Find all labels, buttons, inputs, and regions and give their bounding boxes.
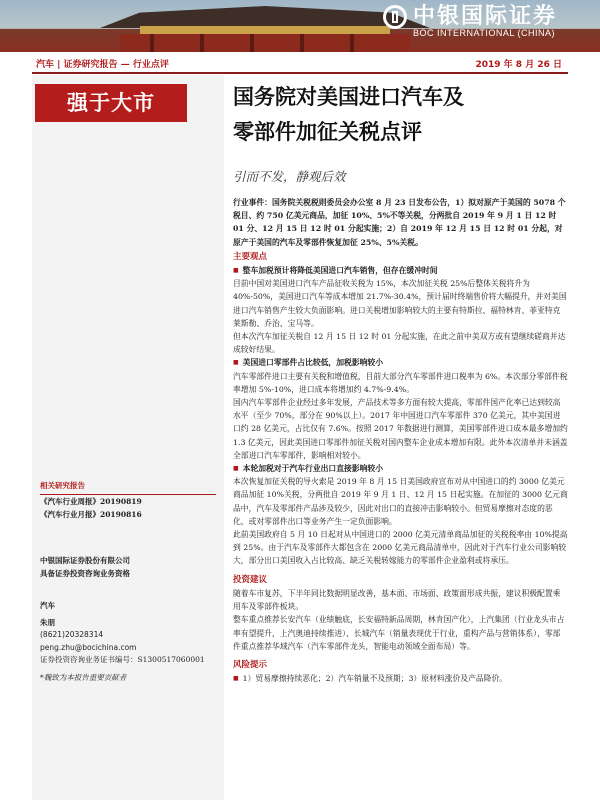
event-label: 行业事件： — [233, 198, 272, 207]
related-label: 相关研究报告 — [40, 481, 85, 490]
company-info — [40, 555, 220, 580]
event-text: 国务院关税税则委员会办公室 8 月 23 日发布公告，1）拟对原产于美国的 5078 个税目、约 750 亿美元商品，加征 10%、5%不等关税，分两批自 2019 年 9 月 1 日 12 时 01 分、12 月 15 日 12 时 01 分起实施；2）自 2019 年 12 月 15 日 12 时 01 分起，对原产于美国的汽车及零部件恢复加征 25%、5%关税。 — [233, 198, 566, 247]
point-paragraph: 本次恢复加征关税的导火索是 2019 年 8 月 15 日美国政府宣布对从中国进口的约 3000 亿美元商品加征 10%关税，分两批自 2019 年 9 月 1 日、12 月 15 日起实施。在加征的 3000 亿元商品中，汽车及零部件产品涉及较少，因此对出口的直接冲击影响较小。但贸易摩擦对态度的恶化，或对零部件出口等业务产生一定负面影响。 — [233, 477, 568, 526]
report-subtitle: 引而不发，静观后效 — [233, 169, 346, 184]
related-item: 《汽车行业周报》20190819 — [40, 497, 142, 506]
section-main-points: 主要观点 — [233, 251, 268, 262]
contributor-note: *魏致为本报告重要贡献者 — [40, 673, 127, 682]
report-title — [233, 80, 573, 150]
palace-column — [350, 34, 354, 52]
investment-paragraph: 整车重点推荐长安汽车（业绩触底，长安福特新品周期，林肯国产化），上汽集团（行业龙头市占率有望提升，上汽奥迪持续推进）、长城汽车（销量表现优于行业，重构产品与营销体系），零部件重点推荐华域汽车（汽车零部件龙头，智能电动领域全面布局）等。 — [233, 615, 565, 651]
point-head: ■ 本轮加税对于汽车行业出口直接影响较小 — [233, 462, 568, 475]
title-line: 国务院对美国进口汽车及 — [233, 85, 464, 109]
palace-column — [150, 34, 154, 52]
point-paragraph: 但本次汽车加征关税自 12 月 15 日 12 时 01 分起实施，在此之前中美双方或有望继续磋商并达成较好结果。 — [233, 332, 566, 355]
brand-name-en: BOC INTERNATIONAL (CHINA) — [413, 28, 556, 38]
point-paragraph: 国内汽车零部件企业经过多年发展，产品技术等多方面有较大提高，零部件国产化率已达到较高水平（至少 70%，部分在 90%以上）。2017 年中国进口汽车零部件 370 亿美元，其中美国进口约 28 亿美元，占比仅有 7.6%。按照 2017 年数据进行测算，美国零部件进口成本最多增加约 1.3 亿美元，因此美国进口零部件加征关税对国内整车企业成本增加有限。此外本次清单并未涵盖全部进口汽车零部件，影响相对较小。 — [233, 398, 568, 460]
analyst-info — [40, 600, 220, 667]
section-risk: 风险提示 — [233, 659, 268, 670]
palace-roof — [100, 6, 430, 28]
point-paragraph: 汽车零部件进口主要有关税和增值税，目前大部分汽车零部件进口税率为 6%。本次部分零部件税率增加 5%-10%，进口成本将增加约 4.7%-9.4%。 — [233, 371, 568, 394]
investment-paragraph: 随着车市复苏，下半年同比数据明显改善，基本面、市场面、政策面形成共振，建议积极配置乘用车及零部件板块。 — [233, 588, 561, 612]
brand-name-cn: 中银国际证券 — [413, 4, 558, 29]
risk-paragraph: ■ 1）贸易摩擦持续恶化；2）汽车销量不及预期；3）原材料涨价及产品降价。 — [233, 672, 568, 685]
related-reports — [40, 480, 220, 493]
report-topbar — [32, 56, 568, 74]
point-paragraph: 此前美国政府自 5 月 10 日起对从中国进口的 2000 亿美元清单商品加征的关税税率由 10%提高到 25%。由于汽车及零部件大都包含在 2000 亿美元商品清单中，因此对于汽车行业公司影响较大，部分出口美国收入占比较高、缺乏关税转嫁能力的零部件企业盈利或将承压。 — [233, 530, 568, 566]
divider — [40, 494, 216, 495]
rating-badge: 强于大市 — [35, 84, 187, 122]
report-category: 汽车 | 证券研究报告 — 行业点评 — [36, 60, 169, 70]
related-list — [40, 496, 220, 521]
analyst-phone: (8621)20328314 — [40, 630, 104, 639]
point-head: ■ 整车加税预计将降低美国进口汽车销售，但存在缓冲时间 — [233, 264, 568, 277]
analyst-name: 朱朋 — [40, 617, 55, 627]
company-name: 中银国际证券股份有限公司 — [40, 556, 130, 565]
point-head: ■ 美国进口零部件占比较低，加税影响较小 — [233, 356, 568, 369]
palace-column — [200, 34, 204, 52]
sidebar — [32, 75, 224, 800]
boc-logo-icon — [383, 5, 407, 29]
report-date: 2019 年 8 月 26 日 — [475, 60, 562, 70]
qualification: 具备证券投资咨询业务资格 — [40, 568, 130, 578]
sector-label: 汽车 — [40, 601, 55, 610]
main-content — [233, 196, 568, 685]
section-investment: 投资建议 — [233, 574, 268, 585]
analyst-email: peng.zhu@bocichina.com — [40, 642, 137, 652]
header-banner — [0, 0, 600, 52]
palace-column — [300, 34, 304, 52]
event-paragraph — [233, 196, 568, 249]
title-line: 零部件加征关税点评 — [233, 120, 422, 144]
palace-column — [250, 34, 254, 52]
analyst-cert: 证券投资咨询业务证书编号：S1300517060001 — [40, 655, 205, 664]
point-paragraph: 目前中国对美国进口汽车产品征收关税为 15%，本次加征关税 25%后整体关税将升为 40%-50%，美国进口汽车等成本增加 21.7%-30.4%，预计届时终端售价将大幅提升，并对美国进口汽车销售产生较大负面影响。进口关税增加影响较大的主要有特斯拉、福特林肯、菲亚特克莱斯勒、乔治、宝马等。 — [233, 279, 567, 328]
related-item: 《汽车行业月报》20190816 — [40, 509, 142, 519]
palace-hall — [120, 34, 410, 52]
